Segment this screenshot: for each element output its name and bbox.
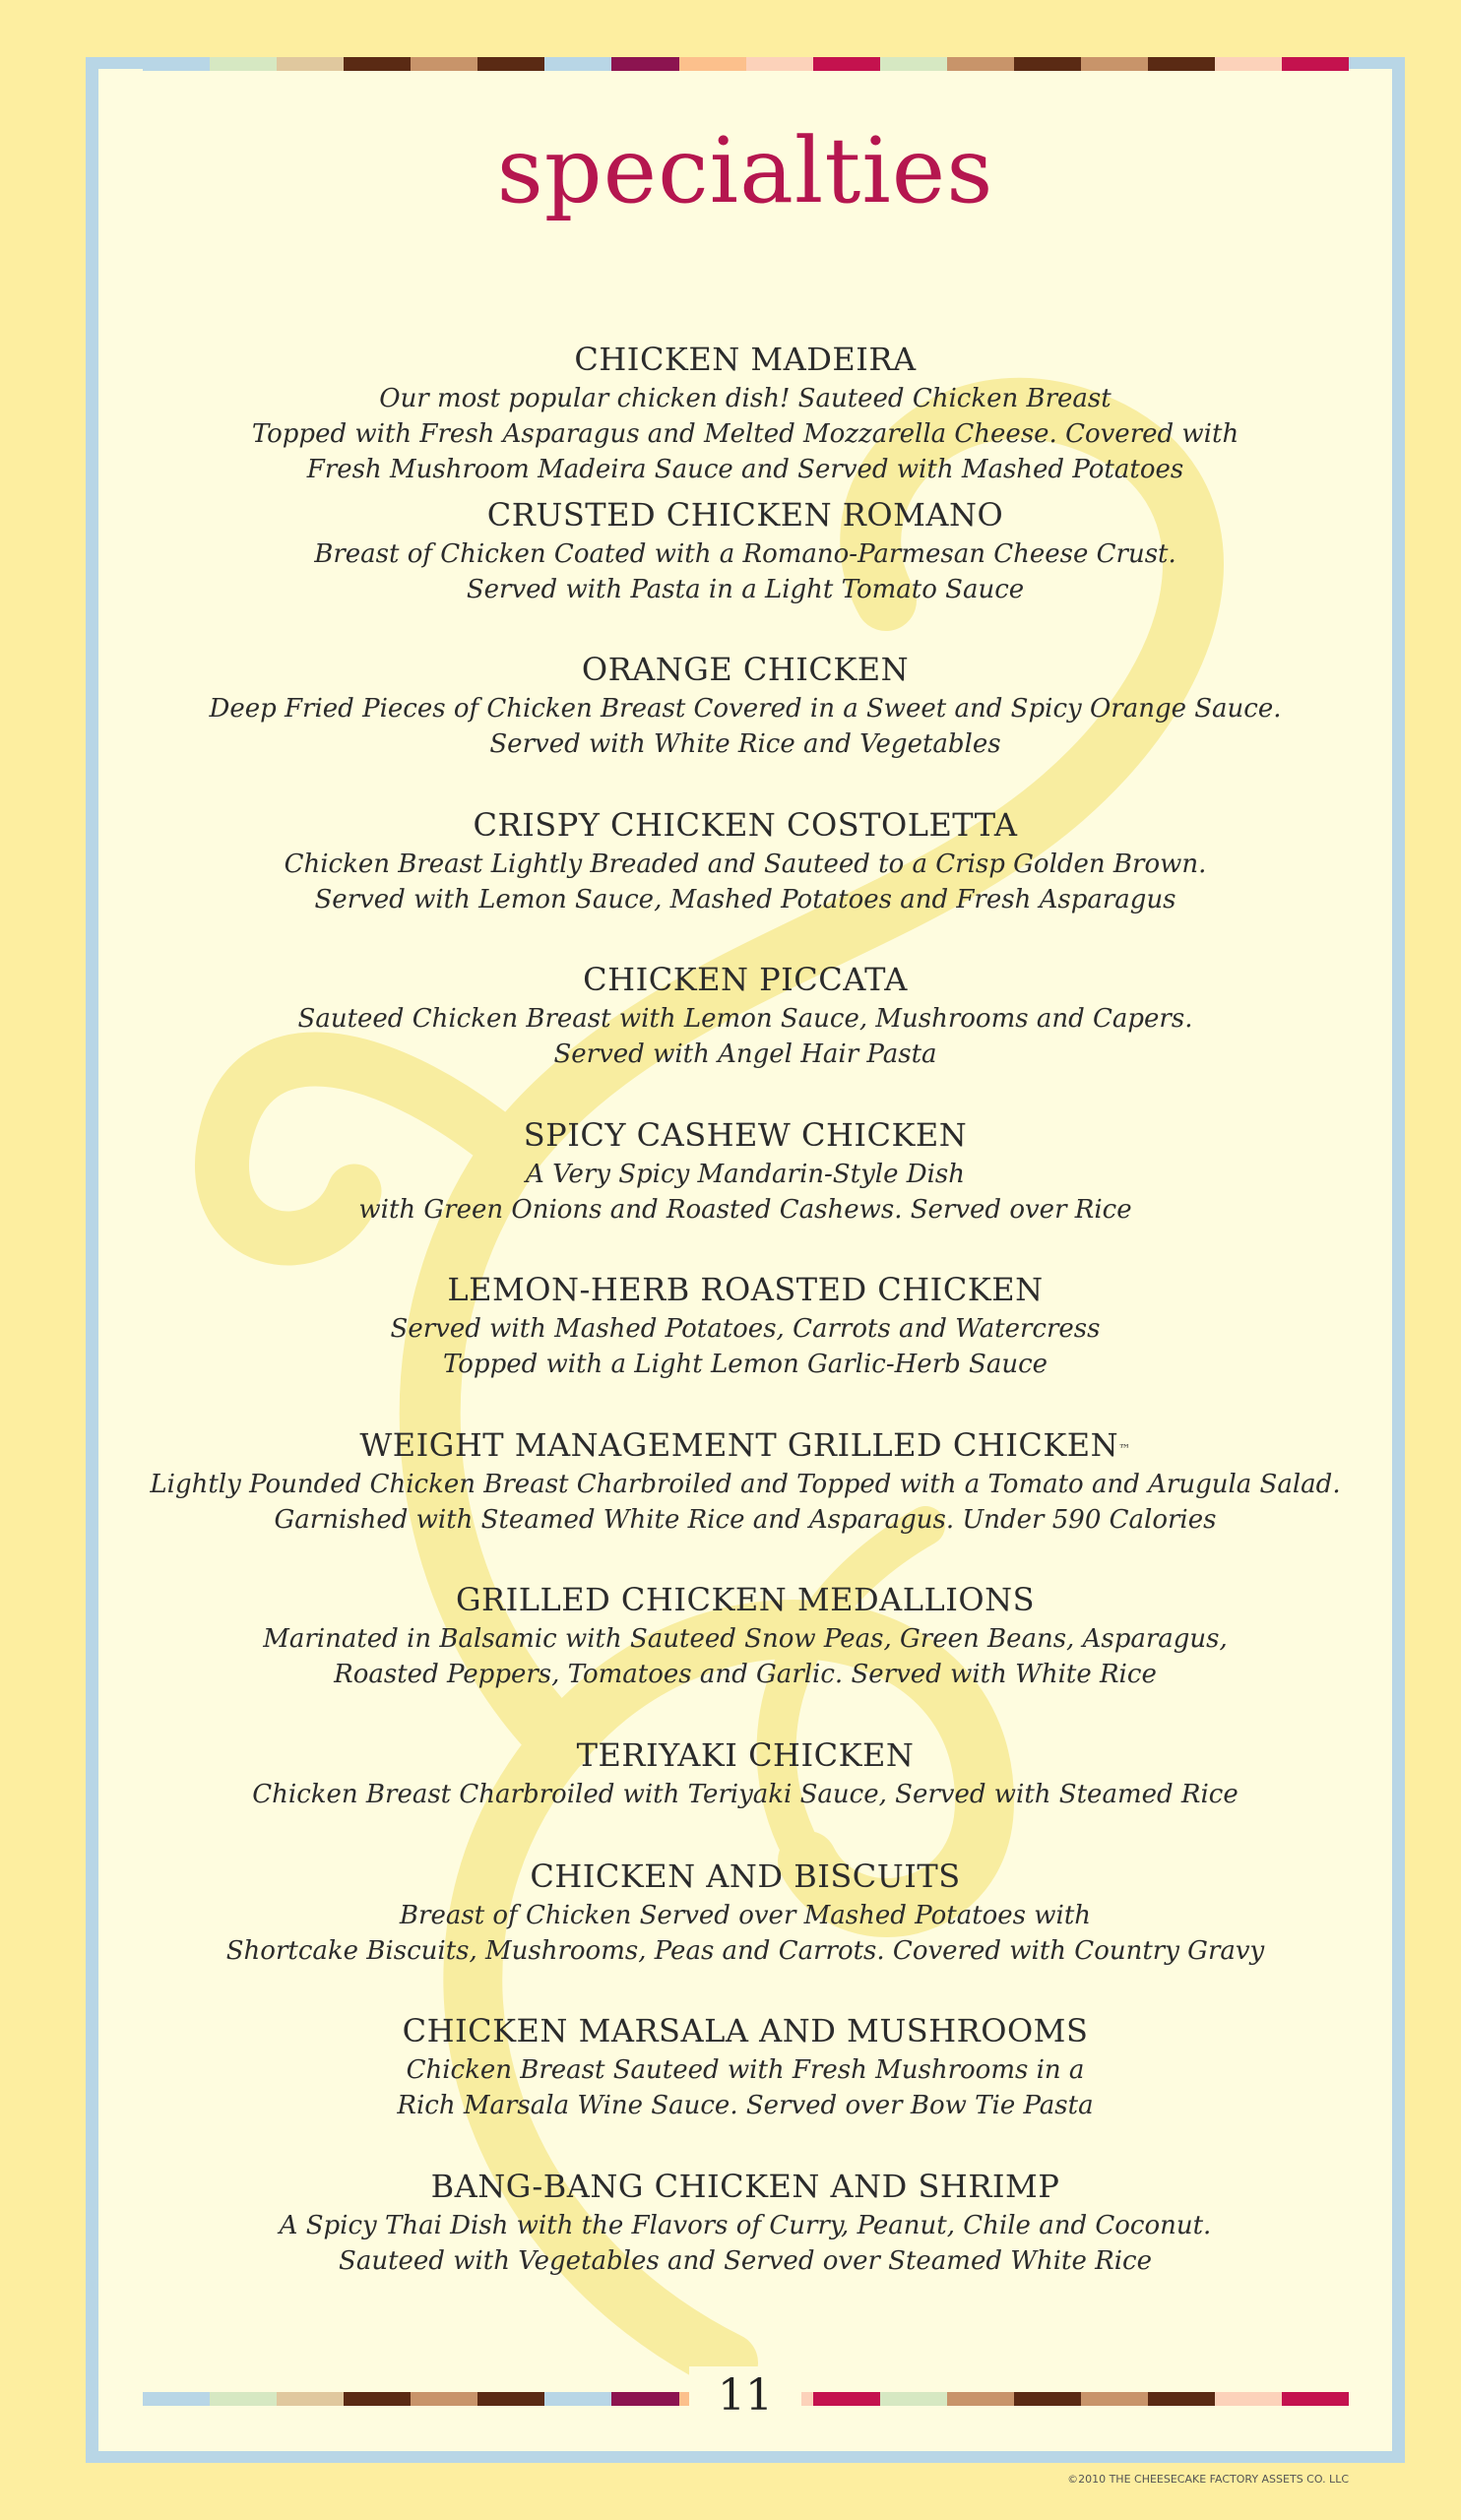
menu-item-description-line: Marinated in Balsamic with Sauteed Snow Peas, Green Beans, Asparagus, [263, 1624, 1228, 1654]
menu-item-name-text: CHICKEN AND BISCUITS [530, 1857, 961, 1895]
stripe-segment [1282, 2392, 1349, 2406]
stripe-segment [344, 57, 411, 71]
menu-item [98, 803, 1392, 959]
menu-item-description-line: Deep Fried Pieces of Chicken Breast Covered in a Sweet and Spicy Orange Sauce. [209, 694, 1282, 724]
menu-item-name [98, 958, 1392, 1001]
menu-item [98, 1268, 1392, 1423]
menu-item-name [98, 2165, 1392, 2208]
menu-item-name-text: CRISPY CHICKEN COSTOLETTA [473, 805, 1018, 844]
stripe-segment [344, 2392, 411, 2406]
menu-item-description-line: Sauteed Chicken Breast with Lemon Sauce, Mushrooms and Capers. [297, 1004, 1193, 1034]
menu-item-description-line: A Very Spicy Mandarin-Style Dish [526, 1159, 965, 1189]
stripe-segment [1148, 2392, 1215, 2406]
stripe-segment [679, 57, 746, 71]
stripe-segment [477, 2392, 544, 2406]
top-color-stripe [143, 57, 1349, 71]
stripe-segment [544, 2392, 611, 2406]
menu-item-description-line: Our most popular chicken dish! Sauteed Chicken Breast [379, 384, 1112, 413]
copyright-notice: ©2010 THE CHEESECAKE FACTORY ASSETS CO. LLC [1067, 2473, 1349, 2486]
menu-item-name [98, 1268, 1392, 1311]
menu-item [98, 338, 1392, 493]
menu-item [98, 2009, 1392, 2165]
menu-list [98, 338, 1392, 2319]
menu-item-name [98, 1578, 1392, 1621]
menu-item-description-line: Chicken Breast Lightly Breaded and Sauteed to a Crisp Golden Brown. [284, 849, 1207, 879]
menu-item-description-line: A Spicy Thai Dish with the Flavors of Curry, Peanut, Chile and Coconut. [279, 2210, 1212, 2240]
stripe-segment [1014, 57, 1081, 71]
menu-item [98, 1855, 1392, 2010]
menu-item-description-line: Topped with a Light Lemon Garlic-Herb Sauce [442, 1350, 1048, 1379]
menu-item [98, 648, 1392, 803]
menu-item [98, 1113, 1392, 1269]
menu-item-description-line: Roasted Peppers, Tomatoes and Garlic. Served with White Rice [334, 1660, 1157, 1689]
menu-item-name-text: TERIYAKI CHICKEN [576, 1735, 915, 1774]
menu-item-description-line: Rich Marsala Wine Sauce. Served over Bow Tie Pasta [397, 2091, 1094, 2120]
stripe-segment [611, 57, 678, 71]
menu-item-description-line: Served with Angel Hair Pasta [553, 1040, 937, 1069]
menu-item-description-line: Served with Lemon Sauce, Mashed Potatoes and Fresh Asparagus [314, 884, 1176, 914]
menu-item-name-text: SPICY CASHEW CHICKEN [523, 1115, 968, 1154]
stripe-segment [1215, 2392, 1282, 2406]
menu-item-description-line: Served with Pasta in a Light Tomato Sauce [466, 574, 1025, 604]
stripe-segment [880, 57, 947, 71]
stripe-segment [411, 2392, 477, 2406]
stripe-segment [1148, 57, 1215, 71]
menu-item-description-line: with Green Onions and Roasted Cashews. Served over Rice [358, 1194, 1132, 1225]
menu-item-name-text: GRILLED CHICKEN MEDALLIONS [455, 1581, 1036, 1618]
menu-item [98, 493, 1392, 649]
stripe-segment [880, 2392, 947, 2406]
stripe-segment [277, 2392, 344, 2406]
menu-item-name [98, 648, 1392, 691]
stripe-segment [1215, 57, 1282, 71]
menu-item-name-text: ORANGE CHICKEN [581, 651, 910, 688]
stripe-segment [544, 57, 611, 71]
stripe-segment [477, 57, 544, 71]
menu-item-name-text: CHICKEN PICCATA [583, 961, 908, 998]
menu-item [98, 1423, 1392, 1579]
menu-item-description-line: Breast of Chicken Served over Mashed Potatoes with [399, 1900, 1092, 1930]
stripe-segment [210, 57, 277, 71]
stripe-segment [277, 57, 344, 71]
menu-item-name-text: CHICKEN MARSALA AND MUSHROOMS [402, 2012, 1089, 2049]
stripe-segment [143, 57, 210, 71]
menu-item-description-line: Topped with Fresh Asparagus and Melted Mozzarella Cheese. Covered with [251, 419, 1239, 449]
stripe-segment [813, 2392, 880, 2406]
stripe-segment [746, 57, 813, 71]
menu-item-description-line: Breast of Chicken Coated with a Romano-Parmesan Cheese Crust. [314, 538, 1176, 569]
menu-item-name-text: CHICKEN MADEIRA [574, 341, 917, 378]
menu-item-description-line: Served with Mashed Potatoes, Carrots and Watercress [390, 1314, 1101, 1344]
menu-item-description-line: Shortcake Biscuits, Mushrooms, Peas and Carrots. Covered with Country Gravy [225, 1935, 1265, 1966]
stripe-segment [411, 57, 477, 71]
menu-item-name-text: CRUSTED CHICKEN ROMANO [486, 495, 1004, 534]
menu-item-name-text: LEMON-HERB ROASTED CHICKEN [447, 1271, 1044, 1308]
menu-item-name [98, 803, 1392, 847]
stripe-segment [947, 57, 1014, 71]
menu-item-description-line: Garnished with Steamed White Rice and Asparagus. Under 590 Calories [274, 1504, 1217, 1535]
menu-item-name [98, 2009, 1392, 2052]
stripe-segment [210, 2392, 277, 2406]
stripe-segment [1014, 2392, 1081, 2406]
menu-item [98, 958, 1392, 1113]
menu-item-name [98, 1113, 1392, 1157]
stripe-segment [611, 2392, 678, 2406]
menu-item [98, 1578, 1392, 1733]
menu-item-description-line: Chicken Breast Sauteed with Fresh Mushrooms in a [406, 2055, 1085, 2085]
stripe-segment [1081, 2392, 1148, 2406]
menu-item-name-text: BANG-BANG CHICKEN AND SHRIMP [430, 2167, 1060, 2205]
menu-item-description-line: Served with White Rice and Vegetables [489, 729, 1001, 759]
menu-item-name [98, 1733, 1392, 1777]
stripe-segment [947, 2392, 1014, 2406]
stripe-segment [143, 2392, 210, 2406]
menu-item-name [98, 1855, 1392, 1898]
menu-item [98, 2165, 1392, 2320]
menu-item-name [98, 338, 1392, 381]
trademark-mark: ™ [1118, 1441, 1131, 1456]
menu-item [98, 1733, 1392, 1855]
stripe-segment [813, 57, 880, 71]
menu-item-name [98, 1423, 1392, 1467]
page-title: specialties [496, 118, 994, 223]
menu-item-description-line: Lightly Pounded Chicken Breast Charbroiled and Topped with a Tomato and Arugula Salad. [150, 1469, 1341, 1499]
menu-item-description-line: Fresh Mushroom Madeira Sauce and Served with Mashed Potatoes [306, 455, 1184, 484]
stripe-segment [1081, 57, 1148, 71]
stripe-segment [1282, 57, 1349, 71]
menu-item-name [98, 493, 1392, 536]
menu-item-name-text: WEIGHT MANAGEMENT GRILLED CHICKEN [359, 1425, 1119, 1464]
menu-item-description-line: Chicken Breast Charbroiled with Teriyaki Sauce, Served with Steamed Rice [252, 1779, 1239, 1809]
menu-item-description-line: Sauteed with Vegetables and Served over Steamed White Rice [339, 2245, 1152, 2276]
page-number: 11 [689, 2366, 801, 2426]
